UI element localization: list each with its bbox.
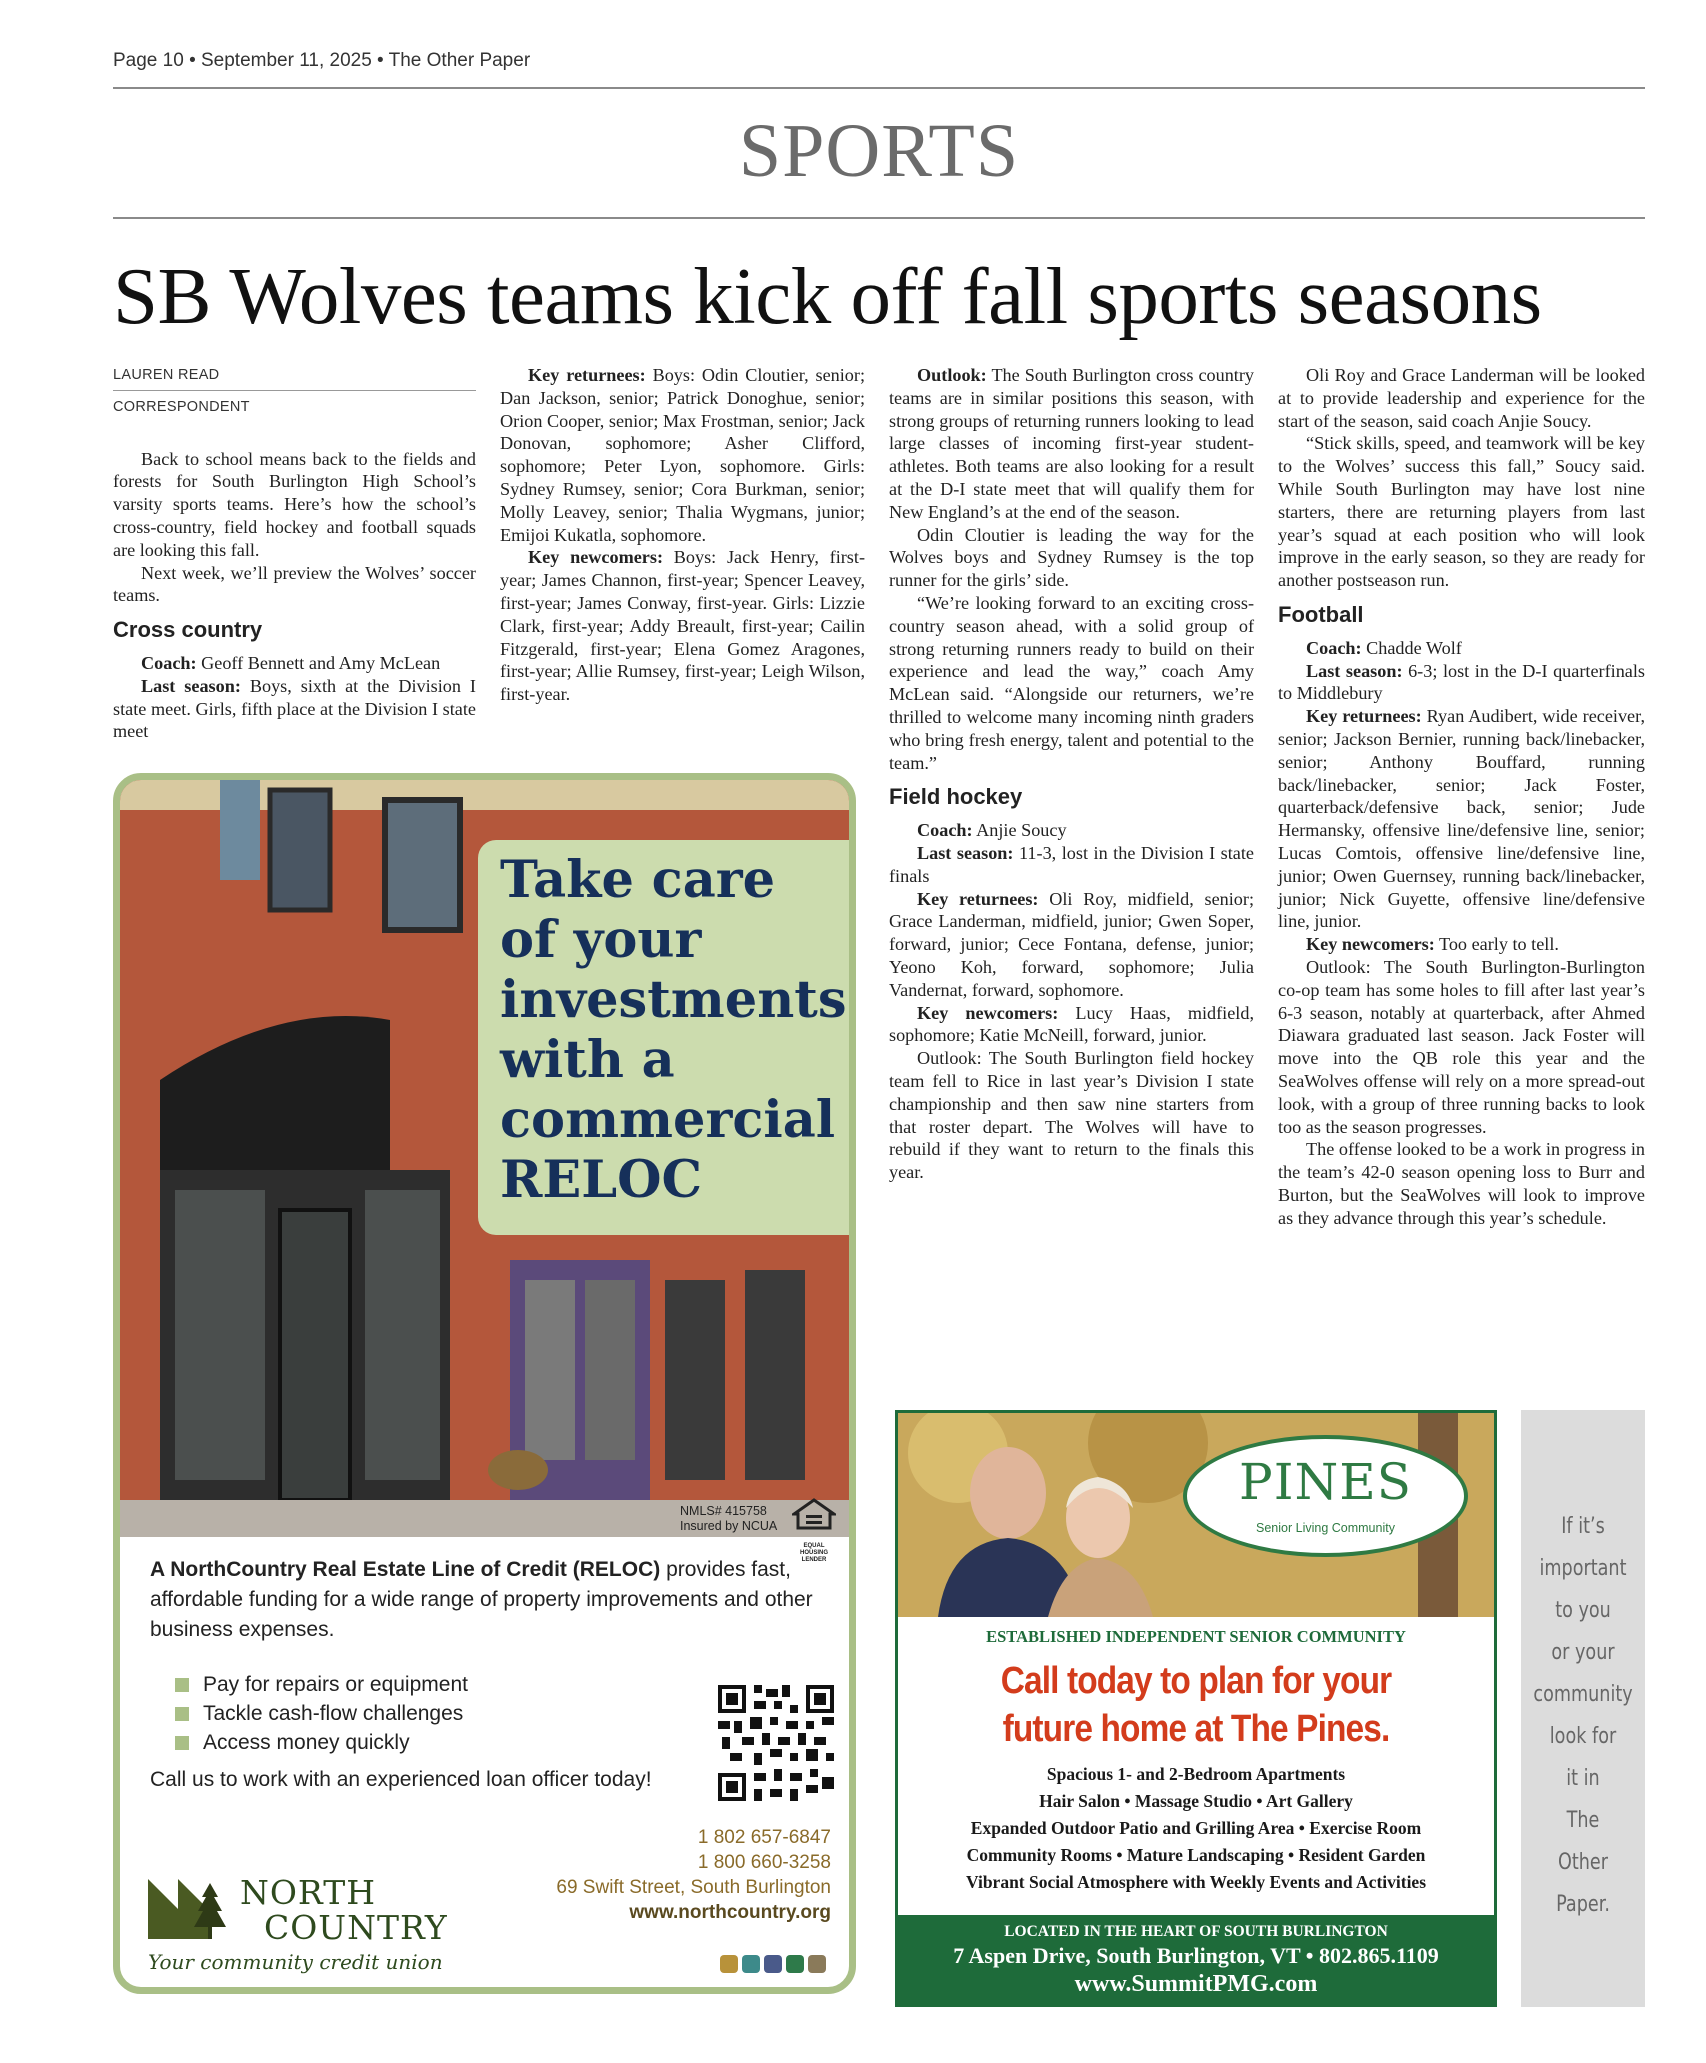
subhead-field-hockey: Field hockey bbox=[889, 784, 1023, 810]
byline-name: LAUREN READ bbox=[113, 367, 220, 383]
byline-rule bbox=[113, 390, 476, 391]
intro-paragraph: Next week, we’ll preview the Wolves’ soccer teams. bbox=[113, 562, 476, 606]
headline-panel bbox=[478, 840, 849, 1235]
pines-call-to-action bbox=[934, 1657, 1458, 1753]
ad-body bbox=[150, 1555, 830, 1645]
subhead-cross-country: Cross country bbox=[113, 617, 263, 643]
fh-quote: “Stick skills, speed, and teamwork will be key to the Wolves’ success this fall,” Soucy said. While South Burlington may have lost nine starters, there are returning players from last year’s squad at each position who will look improve in the early season, so they are ready for another postseason run. bbox=[1278, 433, 1645, 591]
feature-line: Community Rooms • Mature Landscaping • Resident Garden bbox=[966, 1845, 1426, 1865]
feature-line: Hair Salon • Massage Studio • Art Gallery bbox=[1039, 1791, 1353, 1811]
section-title: SPORTS bbox=[738, 109, 1020, 193]
label: Last season: bbox=[917, 842, 1014, 863]
article-column-4 bbox=[1278, 364, 1645, 1229]
phone-local[interactable]: 1 802 657-6847 bbox=[697, 1827, 831, 1848]
filler-line: look for bbox=[1549, 1724, 1617, 1749]
qr-code-icon[interactable] bbox=[718, 1685, 834, 1801]
pines-website-link[interactable]: www.SummitPMG.com bbox=[1074, 1971, 1318, 1997]
fb-returnees: Ryan Audibert, wide receiver, senior; Jackson Bernier, running back/linebacker, senior; Anthony Bouffard, running back/linebacker, senior; Jack Foster, quarterback/defensive back, senior; Jude Hermansky, offensive line/defensive line, senior; Lucas Comtois, offensive line/defensive line, junior; Owen Guernsey, running back/linebacker, junior; Nick Guyette, offensive line/defensive line, junior. bbox=[1278, 706, 1646, 932]
label: Coach: bbox=[917, 820, 973, 841]
northcountry-ad[interactable] bbox=[113, 773, 856, 1994]
eho-label: EQUAL HOUSING LENDER bbox=[799, 1543, 828, 1563]
page-folio: Page 10 • September 11, 2025 • The Other Paper bbox=[113, 50, 531, 71]
swatch bbox=[786, 1955, 804, 1973]
fb-paragraph: The offense looked to be a work in progress in the team’s 42-0 season opening loss to Burr and Burton, but the SeaWolves will look to improve as they advance through this year’s schedule. bbox=[1278, 1139, 1645, 1228]
feature-line: Expanded Outdoor Patio and Grilling Area • Exercise Room bbox=[970, 1818, 1422, 1838]
pines-tagline: Senior Living Community bbox=[1256, 1521, 1395, 1535]
byline-role: CORRESPONDENT bbox=[113, 398, 250, 415]
fh-coach: Anjie Soucy bbox=[976, 820, 1067, 841]
label: Key returnees: bbox=[917, 888, 1039, 909]
northcountry-logo bbox=[148, 1875, 468, 1975]
label: Key returnees: bbox=[528, 365, 646, 385]
article-column-3 bbox=[889, 364, 1254, 1184]
filler-text bbox=[1533, 1506, 1632, 1926]
cc-quote: “We’re looking forward to an exciting cross-country season ahead, with a solid group of strong returning runners ready to build on their experience and lead the way,” coach Amy McLean said. “Alongside our returners, we’re thrilled to welcome many incoming ninth graders who bring fresh energy, talent and potential to the team.” bbox=[889, 592, 1254, 773]
top-rule bbox=[113, 87, 1645, 89]
nmls-number: NMLS# 415758 bbox=[680, 1504, 767, 1518]
fb-coach: Chadde Wolf bbox=[1366, 637, 1462, 658]
logo-tagline: Your community credit union bbox=[148, 1950, 443, 1974]
label: Key newcomers: bbox=[1306, 934, 1435, 955]
fh-newcomers: Lucy Haas, midfield, sophomore; Katie McNeill, forward, junior. bbox=[889, 1002, 1254, 1046]
pines-logo bbox=[1183, 1435, 1468, 1557]
fb-last-season: 6-3; lost in the D-I quarterfinals to Middlebury bbox=[1278, 660, 1645, 704]
contact-block bbox=[556, 1825, 831, 1925]
pines-wordmark: PINES bbox=[1239, 1453, 1412, 1511]
logo-wordmark bbox=[240, 1875, 448, 1945]
pines-footer bbox=[898, 1915, 1494, 2007]
benefits-list bbox=[175, 1670, 468, 1757]
list-item: Pay for repairs or equipment bbox=[175, 1670, 468, 1699]
swatch bbox=[720, 1955, 738, 1973]
cc-returnees: Boys: Odin Cloutier, senior; Dan Jackson, senior; Patrick Donoghue, senior; Orion Cooper, senior; Max Frostman, senior; Jack Donovan, sophomore; Asher Clifford, sophomore; Peter Lyon, sophomore. Girls: Sydney Rumsey, senior; Cora Burkman, senior; Molly Leavey, senior; Thalia Wygmans, junior; Emijoi Kukatla, sophomore. bbox=[500, 365, 866, 545]
tree-mountain-icon bbox=[148, 1875, 230, 1939]
filler-line: If it’s bbox=[1561, 1514, 1605, 1539]
house-filler-ad bbox=[1521, 1410, 1645, 2007]
pines-established: ESTABLISHED INDEPENDENT SENIOR COMMUNITY bbox=[986, 1627, 1406, 1646]
brand-swatches bbox=[720, 1955, 830, 1978]
cc-last-season: Boys, sixth at the Division I state meet. Girls, fifth place at the Division I state meet bbox=[113, 675, 476, 742]
filler-line: important bbox=[1539, 1556, 1627, 1581]
label: Key newcomers: bbox=[917, 1002, 1059, 1023]
call-line-1: Call today to plan for your bbox=[1000, 1660, 1392, 1702]
article-column-2 bbox=[500, 364, 865, 706]
label: Key returnees: bbox=[1306, 706, 1422, 727]
fh-returnees: Oli Roy, midfield, senior; Grace Landerman, midfield, junior; Gwen Soper, forward, junior; Cece Fontana, defense, junior; Yeono Koh, forward, sophomore; Julia Vandernat, forward, sophomore. bbox=[889, 888, 1254, 1000]
subhead-football: Football bbox=[1278, 601, 1364, 627]
pines-address[interactable]: 7 Aspen Drive, South Burlington, VT • 802.865.1109 bbox=[953, 1943, 1439, 1968]
label: Last season: bbox=[141, 675, 241, 696]
cc-coach: Geoff Bennett and Amy McLean bbox=[201, 652, 441, 673]
filler-line: Other bbox=[1558, 1850, 1608, 1875]
label: Coach: bbox=[141, 652, 197, 673]
pines-location: LOCATED IN THE HEART OF SOUTH BURLINGTON bbox=[1004, 1923, 1388, 1940]
filler-line: to you bbox=[1555, 1598, 1611, 1623]
filler-line: Paper. bbox=[1556, 1892, 1610, 1917]
reloc-name: A NorthCountry Real Estate Line of Credit (RELOC) bbox=[150, 1558, 661, 1581]
feature-line: Spacious 1- and 2-Bedroom Apartments bbox=[1046, 1764, 1346, 1784]
list-item: Access money quickly bbox=[175, 1728, 468, 1757]
swatch bbox=[742, 1955, 760, 1973]
call-to-action: Call us to work with an experienced loan officer today! bbox=[150, 1768, 652, 1791]
cc-outlook: The South Burlington cross country teams are in similar positions this season, with strong groups of returning runners looking to lead large classes of incoming first-year student-athletes. Both teams are also looking for a result at the D-I state meet that will qualify them for New England’s at the end of the season. bbox=[889, 365, 1255, 522]
street-address: 69 Swift Street, South Burlington bbox=[556, 1877, 831, 1898]
cc-paragraph: Odin Cloutier is leading the way for the Wolves boys and Sydney Rumsey is the top runner for the girls’ side. bbox=[889, 524, 1254, 591]
label: Last season: bbox=[1306, 660, 1403, 681]
call-line-2: future home at The Pines. bbox=[1002, 1708, 1390, 1750]
ncua-insured: Insured by NCUA bbox=[680, 1519, 778, 1533]
fb-outlook: Outlook: The South Burlington-Burlington co-op team has some holes to fill after last year’s 6-3 season, notably at quarterback, after Ahmed Diawara graduated last season. Jack Foster will move into the QB role this year and the SeaWolves offense will rely on a more spread-out look, with a group of three running backs to look too as the season progresses. bbox=[1278, 956, 1645, 1137]
filler-line: The bbox=[1566, 1808, 1600, 1833]
section-rule bbox=[113, 217, 1645, 219]
feature-line: Vibrant Social Atmosphere with Weekly Events and Activities bbox=[965, 1872, 1427, 1892]
nmls-info bbox=[680, 1504, 800, 1534]
label: Key newcomers: bbox=[528, 547, 663, 568]
article-column-1 bbox=[113, 364, 476, 743]
ad-headline: Take care of your investments with a commercial RELOC bbox=[500, 850, 847, 1210]
filler-line: community bbox=[1533, 1682, 1633, 1707]
label: Outlook: bbox=[917, 365, 987, 385]
phone-tollfree[interactable]: 1 800 660-3258 bbox=[697, 1852, 831, 1873]
equal-housing-lender-icon bbox=[792, 1498, 836, 1563]
logo-line-1: NORTH bbox=[240, 1873, 376, 1912]
fh-last-season: 11-3, lost in the Division I state finals bbox=[889, 842, 1254, 886]
website-link[interactable]: www.northcountry.org bbox=[629, 1902, 831, 1923]
pines-ad[interactable] bbox=[895, 1410, 1497, 2007]
filler-line: it in bbox=[1566, 1766, 1600, 1791]
swatch bbox=[764, 1955, 782, 1973]
swatch bbox=[808, 1955, 826, 1973]
intro-paragraph: Back to school means back to the fields and forests for South Burlington High School’s varsity sports teams. Here’s how the school’s cross-country, field hockey and football squads are looking this fall. bbox=[113, 448, 476, 560]
fh-outlook: Outlook: The South Burlington field hockey team fell to Rice in last year’s Division I state championship and then saw nine starters from that roster depart. The Wolves will have to rebuild if they want to return to the finals this year. bbox=[889, 1048, 1254, 1183]
logo-line-2: COUNTRY bbox=[264, 1908, 448, 1947]
label: Coach: bbox=[1306, 637, 1362, 658]
list-item: Tackle cash-flow challenges bbox=[175, 1699, 468, 1728]
filler-line: or your bbox=[1551, 1640, 1615, 1665]
reloc-desc: provides fast, affordable funding for a wide range of property improvements and other business expenses. bbox=[150, 1558, 813, 1641]
pines-features bbox=[898, 1761, 1494, 1896]
fh-paragraph: Oli Roy and Grace Landerman will be looked at to provide leadership and experience for the start of the season, said coach Anjie Soucy. bbox=[1278, 365, 1645, 431]
article-headline: SB Wolves teams kick off fall sports seasons bbox=[113, 251, 1542, 341]
fb-newcomers: Too early to tell. bbox=[1439, 934, 1559, 955]
cc-newcomers: Boys: Jack Henry, first-year; James Channon, first-year; Spencer Leavey, first-year; James Conway, first-year. Girls: Lizzie Clark, first-year; Addy Breault, first-year; Cailin Fitzgerald, first-year; Elena Gomez Aragones, first-year; Allie Rumsey, first-year; Leigh Wilson, first-year. bbox=[500, 547, 865, 705]
